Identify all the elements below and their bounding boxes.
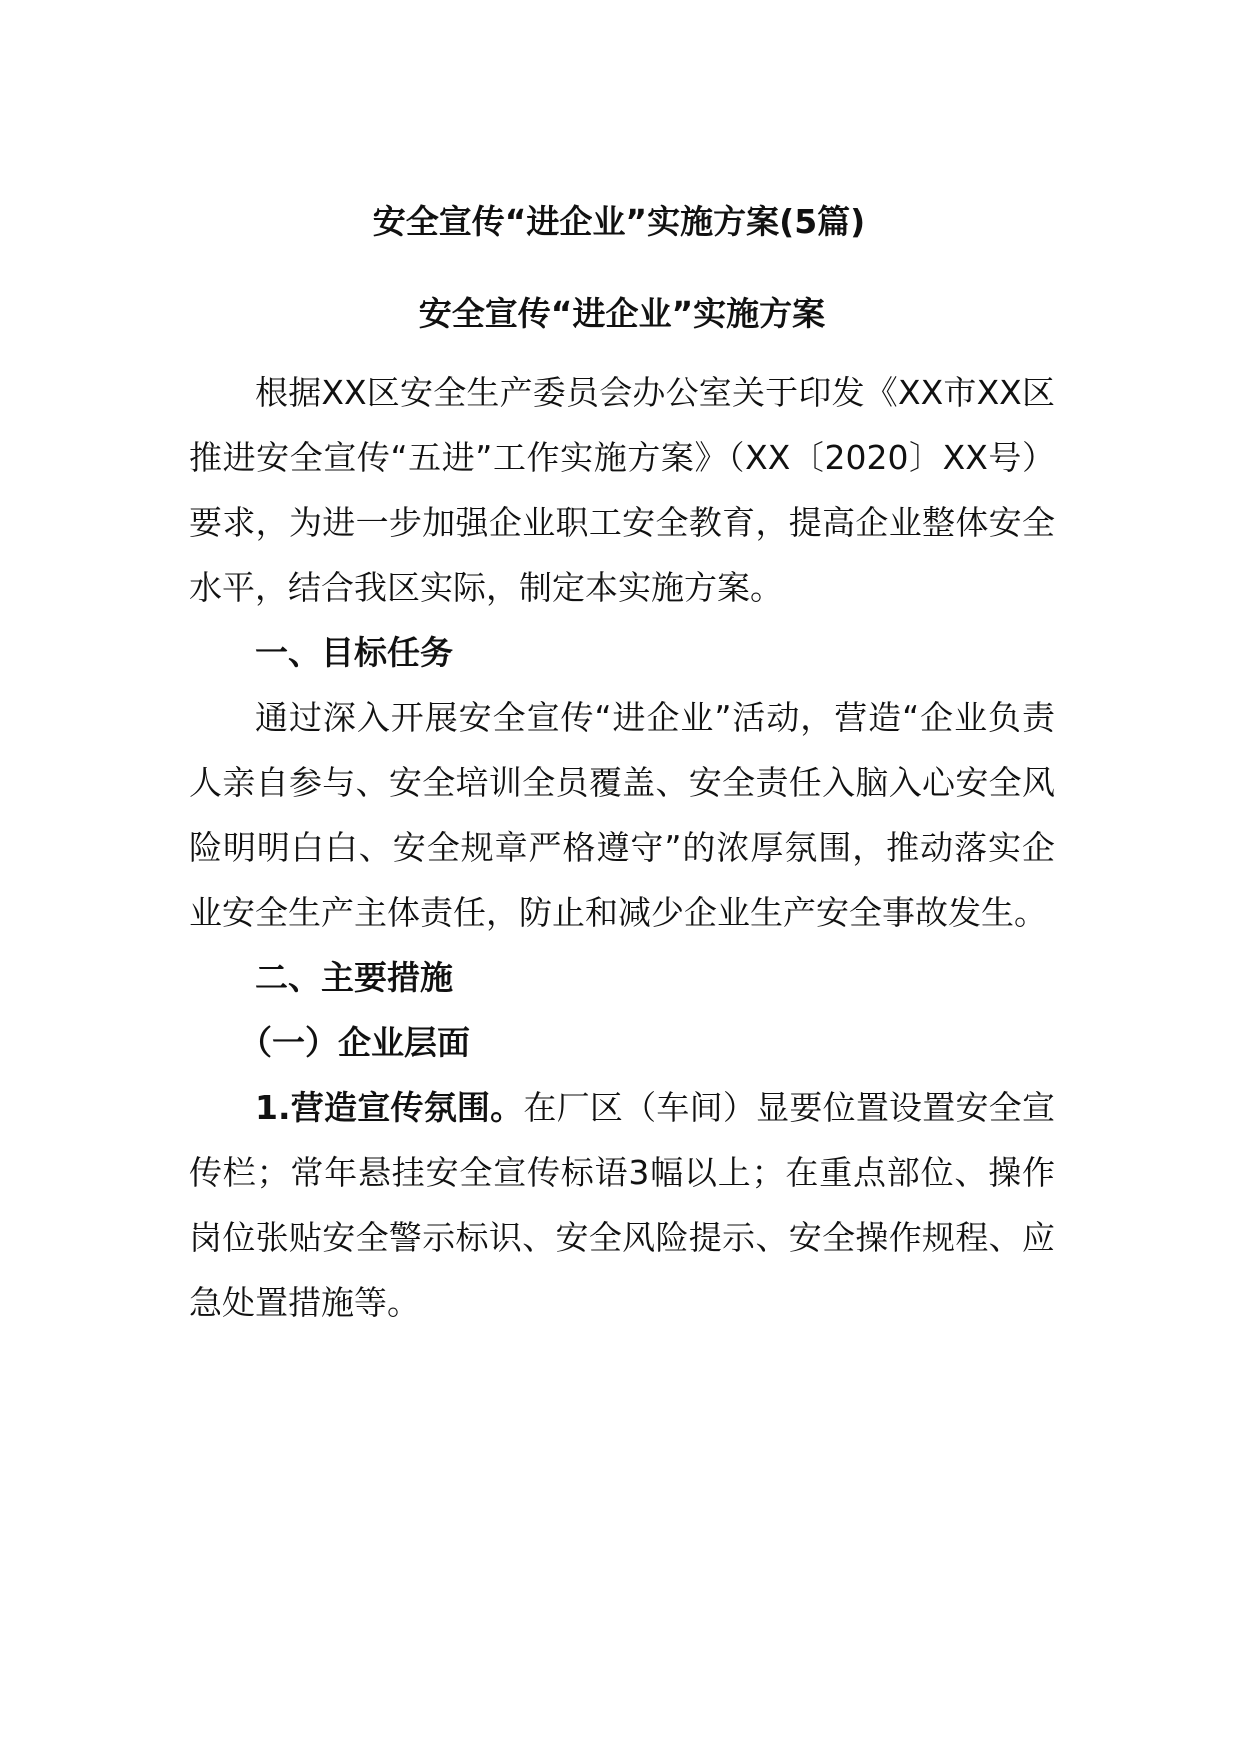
intro-paragraph: 根据XX区安全生产委员会办公室关于印发《XX市XX区推进安全宣传“五进”工作实施方案》（XX〔2020〕XX号）要求，为进一步加强企业职工安全教育，提高企业整体安全水平，结合我区实际，制定本实施方案。 — [189, 373, 1055, 607]
measure-item-1 — [189, 1075, 1055, 1335]
document-subtitle: 安全宣传“进企业”实施方案 — [418, 294, 826, 333]
document-body — [189, 198, 1055, 1335]
subsection-heading-enterprise: （一）企业层面 — [239, 1023, 470, 1062]
measure-item-1-body: 在厂区（车间）显要位置设置安全宣传栏；常年悬挂安全宣传标语3幅以上；在重点部位、操作岗位张贴安全警示标识、安全风险提示、安全操作规程、应急处置措施等。 — [189, 1088, 1056, 1322]
goals-paragraph: 通过深入开展安全宣传“进企业”活动，营造“企业负责人亲自参与、安全培训全员覆盖、安全责任入脑入心安全风险明明白白、安全规章严格遵守”的浓厚氛围，推动落实企业安全生产主体责任，防止和减少企业生产安全事故发生。 — [189, 698, 1055, 932]
document-title: 安全宣传“进企业”实施方案(5篇) — [372, 202, 866, 241]
measure-item-1-lead: 1.营造宣传氛围。 — [255, 1088, 524, 1127]
section-heading-goals: 一、目标任务 — [255, 633, 453, 672]
section-heading-measures: 二、主要措施 — [255, 958, 453, 997]
